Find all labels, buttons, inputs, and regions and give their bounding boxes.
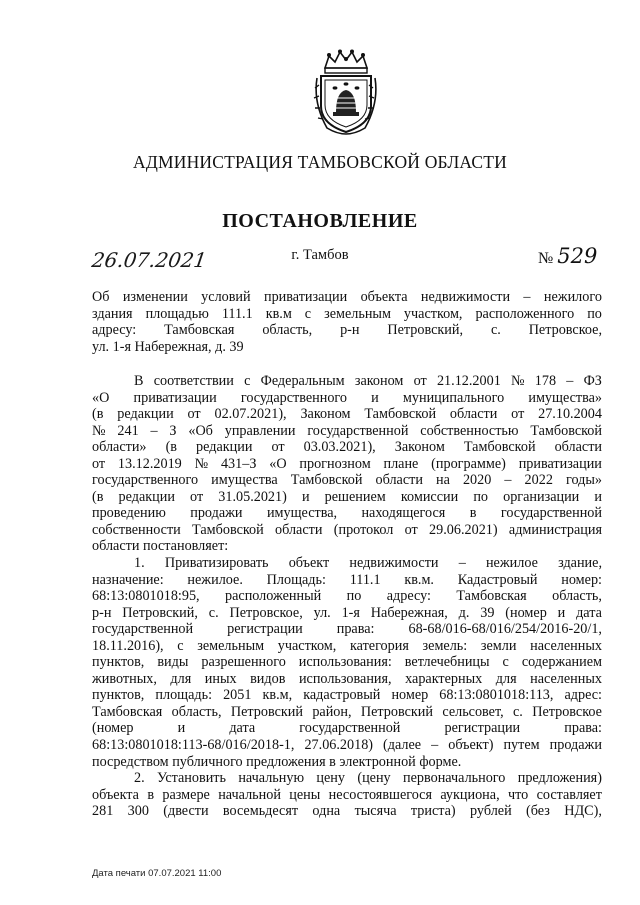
number-label: № — [538, 250, 554, 267]
text-line: 281 300 (двести восемьдесят одна тысяча триста) рублей (без НДС), — [92, 803, 602, 820]
document-body — [92, 373, 602, 820]
text-line: Об изменении условий приватизации объекта недвижимости – нежилого — [92, 289, 602, 305]
text-line: назначение: нежилое. Площадь: 111.1 кв.м. Кадастровый номер: — [92, 571, 602, 588]
text-line: государственной регистрации права: 68-68/016-68/016/254/2016-20/1, — [92, 621, 602, 638]
text-line: адресу: Тамбовская область, р-н Петровский, с. Петровское, — [92, 322, 602, 339]
text-line: объекта в размере начальной цены несостоявшегося аукциона, что составляет — [92, 786, 602, 803]
number-value: 529 — [557, 244, 598, 268]
document-date: 26.07.2021 — [90, 248, 209, 272]
text-line: здания площадью 111.1 кв.м с земельным участком, расположенного по — [92, 305, 602, 322]
text-line: области» (в редакции от 03.03.2021), Законом Тамбовской области — [92, 439, 602, 456]
text-line: № 241 – З «Об управлении государственной собственностью Тамбовской — [92, 422, 602, 439]
text-line: пунктов, площадь: 2051 кв.м, кадастровый номер 68:13:0801018:113, адрес: — [92, 687, 602, 704]
document-city: г. Тамбов — [291, 247, 349, 263]
document-number — [538, 244, 597, 268]
text-line: от 13.12.2019 № 431–З «О прогнозном плане (программе) приватизации — [92, 455, 602, 472]
text-line: посредством публичного предложения в электронной форме. — [92, 753, 462, 770]
text-line: 68:13:0801018:95, расположенный по адресу: Тамбовская область, — [92, 588, 602, 605]
text-line: В соответствии с Федеральным законом от 21.12.2001 № 178 – ФЗ — [134, 373, 602, 389]
document-subject — [92, 289, 602, 355]
text-line: (номер и дата государственной регистрации права: — [92, 720, 602, 737]
document-type-title: ПОСТАНОВЛЕНИЕ — [222, 210, 418, 232]
text-line: области постановляет: — [92, 538, 229, 555]
text-line: Тамбовская область, Петровский район, Петровский сельсовет, с. Петровское — [92, 703, 602, 720]
text-line: собственности Тамбовской области (протокол от 29.06.2021) администрация — [92, 521, 602, 538]
text-line: (в редакции от 02.07.2021), Законом Тамбовской области от 27.10.2004 — [92, 406, 602, 423]
text-line: 2. Установить начальную цену (цену первоначального предложения) — [134, 770, 602, 787]
text-line: «О приватизации государственного и муниципального имущества» — [92, 389, 602, 406]
text-line: проведению продажи имущества, находящегося в государственной — [92, 505, 602, 522]
text-line: пунктов, виды разрешенного использования: ветлечебницы с содержанием — [92, 654, 602, 671]
coat-of-arms-emblem — [311, 48, 381, 136]
organization-name: АДМИНИСТРАЦИЯ ТАМБОВСКОЙ ОБЛАСТИ — [133, 152, 507, 172]
text-line: 68:13:0801018:113-68/016/2018-1, 27.06.2018) (далее – объект) путем продажи — [92, 737, 602, 754]
text-line: животных, для иных видов использования, характерных для населенных — [92, 670, 602, 687]
print-date-footer: Дата печати 07.07.2021 11:00 — [92, 868, 222, 879]
text-line: (в редакции от 31.05.2021) и решением комиссии по организации и — [92, 488, 602, 505]
text-line: 1. Приватизировать объект недвижимости – нежилое здание, — [134, 555, 602, 572]
text-line: ул. 1-я Набережная, д. 39 — [92, 338, 244, 355]
text-line: р-н Петровский, с. Петровское, ул. 1-я Набережная, д. 39 (номер и дата — [92, 604, 602, 621]
text-line: государственного имущества Тамбовской области на 2020 – 2022 годы» — [92, 472, 602, 489]
text-line: 18.11.2016), с земельным участком, категория земель: земли населенных — [92, 637, 602, 654]
